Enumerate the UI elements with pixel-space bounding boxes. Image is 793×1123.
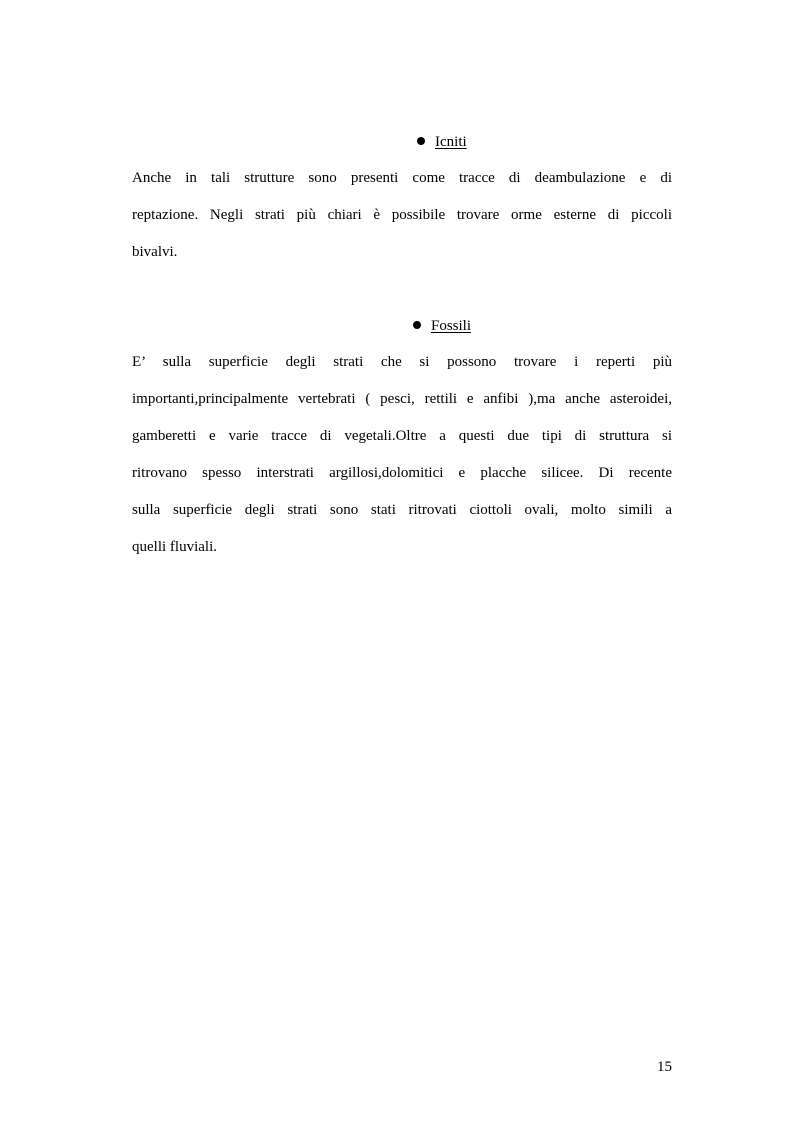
heading-label: Fossili	[431, 318, 472, 334]
heading-label: Icniti	[435, 134, 467, 150]
bullet-icon	[413, 321, 421, 329]
paragraph-icniti	[132, 160, 672, 271]
text-line: ritrovano spesso interstrati argillosi,dolomitici e placche silicee. Di recente	[132, 465, 672, 481]
text-line: reptazione. Negli strati più chiari è possibile trovare orme esterne di piccoli	[132, 207, 672, 223]
text-line: quelli fluviali.	[132, 539, 217, 555]
bullet-icon	[417, 137, 425, 145]
text-line: bivalvi.	[132, 244, 178, 260]
paragraph-fossili	[132, 344, 672, 566]
text-line: E’ sulla superficie degli strati che si possono trovare i reperti più	[132, 354, 672, 370]
page-number: 15	[657, 1059, 672, 1075]
text-line: Anche in tali strutture sono presenti come tracce di deambulazione e di	[132, 170, 672, 186]
text-line: importanti,principalmente vertebrati ( pesci, rettili e anfibi ),ma anche asteroidei,	[132, 391, 672, 407]
text-line: gamberetti e varie tracce di vegetali.Oltre a questi due tipi di struttura si	[132, 428, 672, 444]
text-line: sulla superficie degli strati sono stati ritrovati ciottoli ovali, molto simili a	[132, 502, 672, 518]
